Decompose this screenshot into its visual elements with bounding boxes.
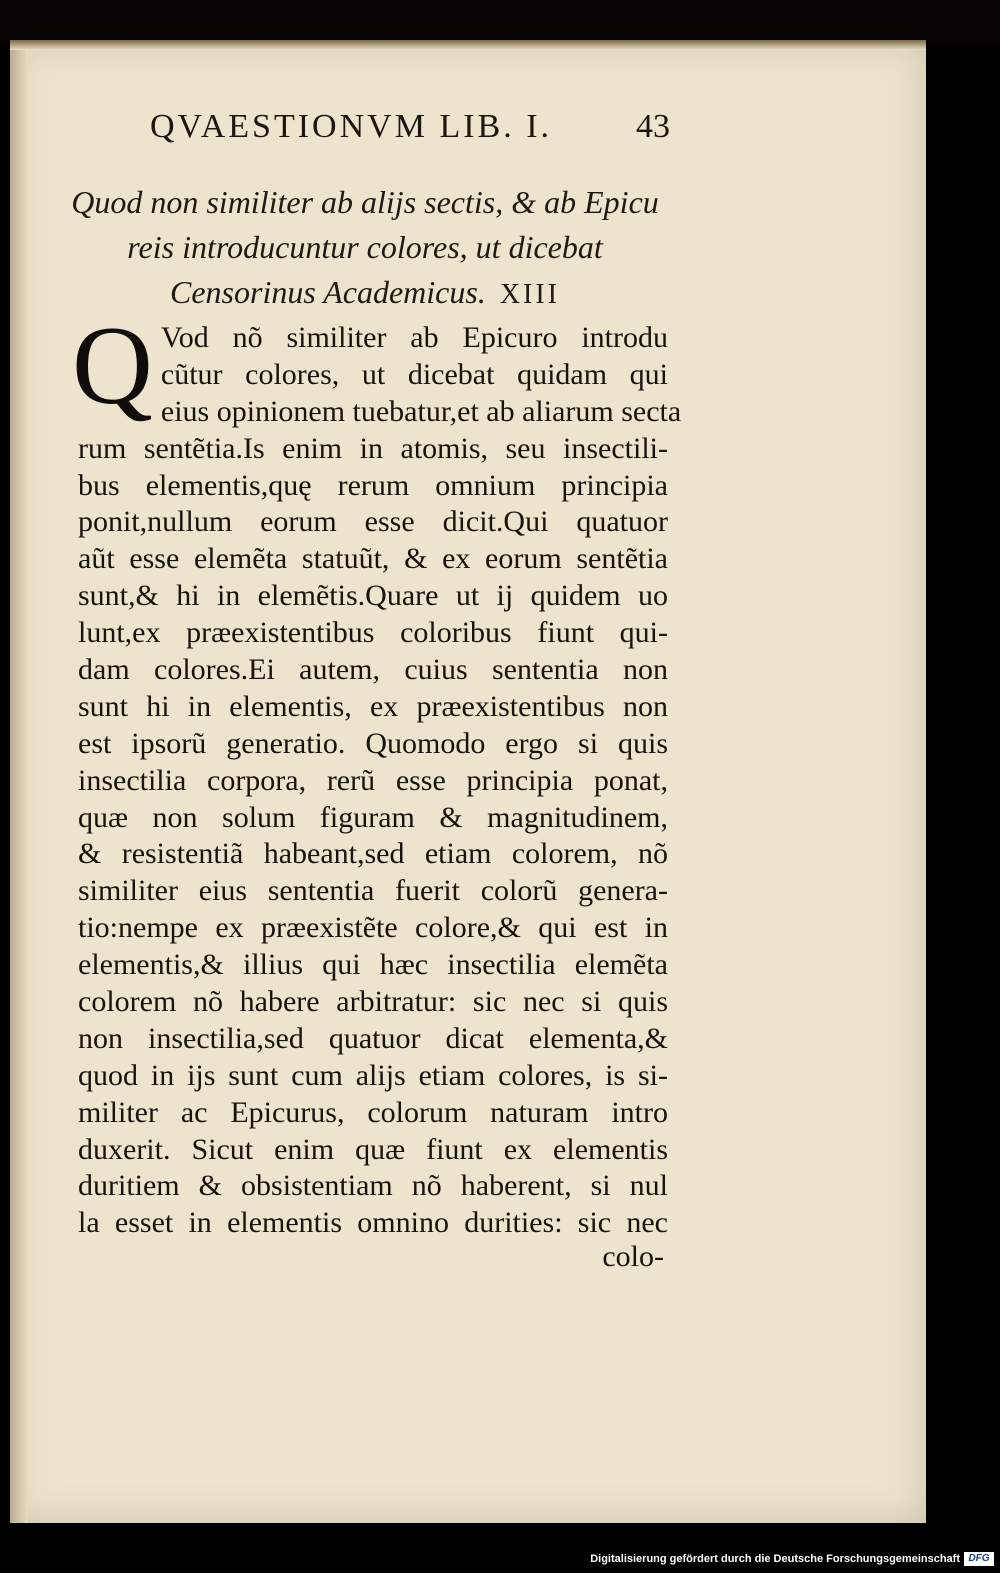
body-text xyxy=(72,304,682,1242)
scan-background-top xyxy=(0,0,1000,45)
body-line: quæ non solum figuram & magnitudinem, xyxy=(78,800,668,834)
body-line: militer ac Epicurus, colorum naturam intro xyxy=(78,1095,668,1129)
body-line: lunt,ex præexistentibus coloribus fiunt qui- xyxy=(78,616,668,650)
body-line: duritiem & obsistentiam nõ haberent, si nul xyxy=(78,1169,668,1203)
body-line: la esset in elementis omnino durities: sic nec xyxy=(78,1206,668,1240)
catchword: colo- xyxy=(602,1240,664,1273)
body-line: est ipsorũ generatio. Quomodo ergo si quis xyxy=(78,726,668,760)
chapter-title xyxy=(60,180,670,317)
body-line: ponit,nullum eorum esse dicit.Qui quatuor xyxy=(78,505,668,539)
page-number: 43 xyxy=(636,108,670,145)
dfg-logo: DFG xyxy=(964,1552,994,1566)
body-line: bus elementis,quę rerum omnium principia xyxy=(78,468,668,502)
body-line: Vod nõ similiter ab Epicuro introdu xyxy=(160,321,668,354)
body-line: sunt hi in elementis, ex præexistentibus non xyxy=(78,689,668,723)
footer-credit: Digitalisierung gefördert durch die Deutsche Forschungsgemeinschaft xyxy=(590,1553,960,1565)
chapter-number: XIII xyxy=(499,279,561,310)
body-line: colorem nõ habere arbitratur: sic nec si quis xyxy=(78,985,668,1019)
chapter-title-line: reis introducuntur colores, ut dicebat xyxy=(127,229,603,265)
body-line: tio:nempe ex præexistẽte colore,& qui est in xyxy=(78,911,668,945)
body-line: insectilia corpora, rerũ esse principia ponat, xyxy=(78,763,668,797)
body-line: similiter eius sententia fuerit colorũ genera- xyxy=(78,874,668,908)
body-line: cũtur colores, ut dicebat quidam qui xyxy=(160,357,668,391)
running-header xyxy=(150,108,670,146)
page-edge-left xyxy=(10,40,28,1523)
body-line: duxerit. Sicut enim quæ fiunt ex elementis xyxy=(78,1132,668,1166)
page-edge-top xyxy=(10,40,926,50)
body-line: eius opinionem tuebatur,et ab aliarum secta xyxy=(160,394,682,428)
body-line: sunt,& hi in elemẽtis.Quare ut ij quidem uo xyxy=(78,579,668,613)
body-line: rum sentẽtia.Is enim in atomis, seu insectili- xyxy=(78,431,668,465)
body-line: aũt esse elemẽta statuũt, & ex eorum sentẽtia xyxy=(78,542,668,576)
drop-cap: Q xyxy=(72,304,153,428)
running-title: QVAESTIONVM LIB. I. xyxy=(150,108,553,145)
body-line: non insectilia,sed quatuor dicat elementa,& xyxy=(78,1021,668,1055)
body-line: elementis,& illius qui hæc insectilia elemẽta xyxy=(78,948,668,982)
chapter-title-line-text: Censorinus Academicus. xyxy=(169,274,486,310)
body-line: quod in ijs sunt cum alijs etiam colores, is si- xyxy=(78,1058,668,1092)
body-line: dam colores.Ei autem, cuius sententia non xyxy=(78,653,668,687)
chapter-title-line: Quod non similiter ab alijs sectis, & ab Epicu xyxy=(71,184,659,220)
body-line: & resistentiã habeant,sed etiam colorem, nõ xyxy=(78,837,668,871)
